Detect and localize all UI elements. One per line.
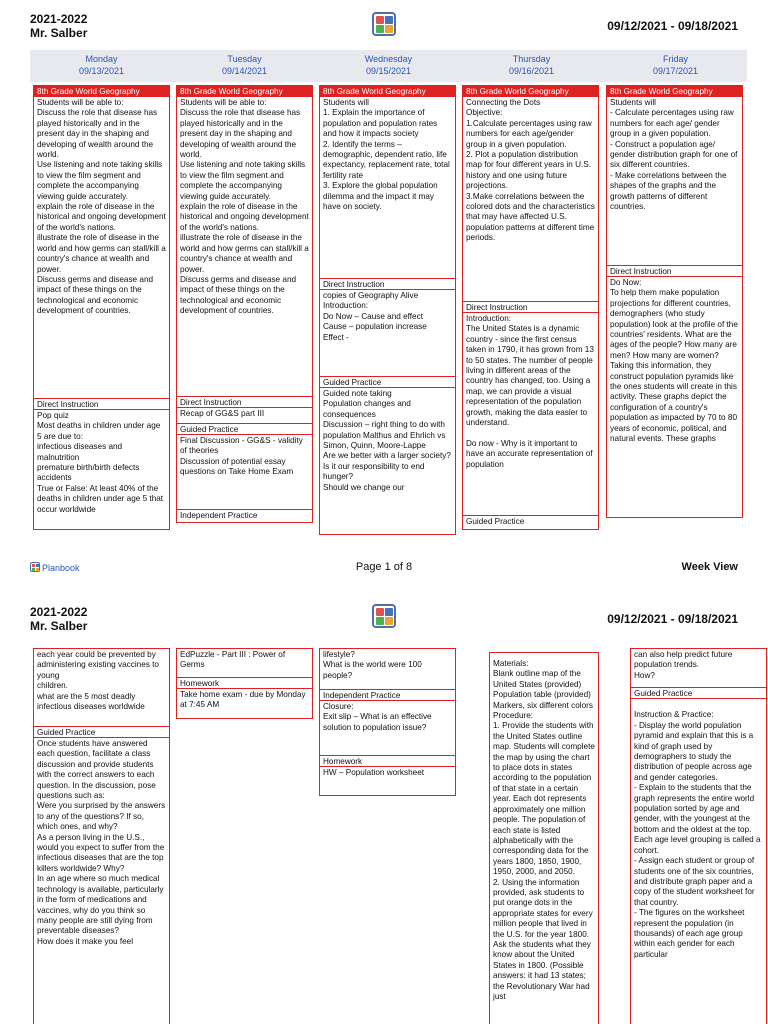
- day-header-thursday[interactable]: [460, 50, 603, 77]
- day-date: 09/15/2021: [365, 66, 412, 76]
- day-name: Thursday: [512, 54, 551, 64]
- guided-practice-text: Instruction & Practice: - Display the world population pyramid and explain that this is a kind of graph used by demographers to study the distribution of people across age and gender categories. - Explain to the students that the graph represents the entire world population sorted by age and gender, with the youngest at the bottom and the oldest at the top. Each age level grouping is called a cohort. - Assign each student or group of students one of the six countries, and distribute graph paper and a copy of the student worksheet for that country. - The figures on the worksheet represent the population (in thousands) of each age group within each gender for each particular: [634, 710, 761, 959]
- lesson-continued-text: lifestyle? What is the world were 100 people?: [323, 650, 422, 680]
- direct-instruction-text: Introduction: The United States is a dynamic country - since the first census taken in 1790, it has grown from 13 to 50 states. The number of people living in different areas of the country has changed, too. Using a map, we can provide a visual representation of the population growth, making the data easier to understand. Do now - Why is it important to have an accurate representation of population: [466, 314, 594, 469]
- course-label: 8th Grade World Geography: [320, 86, 455, 97]
- lesson-continued-text: Materials: Blank outline map of the United States (provided) Population table (provided) Markers, six different colors Procedure: 1. Provide the students with the United States outline map. Students will complete the map by using the chart to place dots in states according to the population of that state in a certain year. Each dot represents approximately one million people. The population of each state is listed alphabetically with the corresponding data for the years 1800, 1850, 1900, 1950, 2000, and 2050. 2. Using the information provided, ask students to put orange dots in the appropriate states for every million people that lived in the U.S. for the year 1800. Ask the students what they know about the United States in 1800. (Possible answers: it had 13 states; the Revolutionary War had just: [493, 659, 595, 1001]
- direct-instruction-text: Pop quiz Most deaths in children under age 5 are due to: infectious diseases and malnutrition premature birth/birth defects accidents True or False: At least 40% of the deaths in children under age 5 that occur worldwide: [37, 411, 164, 514]
- day-header-tuesday[interactable]: [173, 50, 316, 77]
- section-heading-guided-practice: Guided Practice: [320, 377, 455, 388]
- course-label: 8th Grade World Geography: [607, 86, 742, 97]
- section-heading-direct-instruction: Direct Instruction: [463, 302, 598, 313]
- lesson-objectives: Connecting the Dots Objective: 1.Calculate percentages using raw numbers for each age/gender group in a given population. 2. Plot a population distribution map for four different years in U.S. history and one using future projections. 3.Make correlations between the colored dots and the characteristics that may have affected U.S. population patterns at different time periods.: [466, 98, 595, 243]
- day-name: Wednesday: [364, 54, 413, 64]
- teacher-name: Mr. Salber: [30, 26, 88, 40]
- page-header-info: [30, 12, 87, 40]
- lesson-card-thursday-continued[interactable]: [489, 652, 599, 1024]
- day-name: Monday: [85, 54, 118, 64]
- guided-practice-text: Once students have answered each question, facilitate a class discussion and provide students with the correct answers to each question. In the discussion, pose questions such as: Were you surprised by the answers to any of the questions? If so, which ones, and why? As a person living in the U.S., would you expect to suffer from the infectious diseases that are the top killers worldwide? Why? In an age where so much medical technology is available, particularly in the form of medications and vaccines, why do you think so many people are still dying from preventable diseases? How does it make you feel: [37, 739, 166, 946]
- planbook-icon: [30, 562, 40, 572]
- direct-instruction-text: Recap of GG&S part III: [180, 409, 265, 418]
- lesson-objectives: Students will be able to: Discuss the role that disease has played historically and in the present day in the shaping and developing of wealth around the world. Use listening and note taking skills to view the film segment and complete the accompanying viewing guide accurately. explain the role of disease in the historical and ongoing development of the world's nations. illustrate the role of disease in the world and how germs can stall/kill a country's chance at wealth and power. Discuss germs and disease and impact of these things on the technological and economic development of countries.: [37, 98, 166, 316]
- section-heading-direct-instruction: Direct Instruction: [607, 266, 742, 277]
- homework-text: Take home exam - due by Monday at 7:45 AM: [180, 690, 308, 710]
- section-heading-direct-instruction: Direct Instruction: [177, 397, 312, 408]
- direct-instruction-text: Do Now: To help them make population projections for different countries, demographers (who study population) look at the profile of the countries' residents. What are the ages of the people? How many are men? How many are women? Taking this information, they construct population pyramids like the ones students will create in this activity. These graphs depict the configuration of a country's population as impacted by 70 to 80 years of economic, political, and natural events. These graphs: [610, 278, 738, 444]
- lesson-card-friday[interactable]: [606, 85, 743, 518]
- course-label: 8th Grade World Geography: [34, 86, 169, 97]
- homework-text: HW – Population worksheet: [323, 768, 425, 777]
- lesson-objectives: Students will be able to: Discuss the role that disease has played historically and in the present day in the shaping and developing of wealth around the world. Use listening and note taking skills to view the film segment and complete the accompanying viewing guide accurately. explain the role of disease in the historical and ongoing development of the world's nations. illustrate the role of disease in the world and how germs can stall/kill a country's chance at wealth and power. Discuss germs and disease and impact of these things on the technological and economic development of countries.: [180, 98, 309, 316]
- day-header-friday[interactable]: [604, 50, 747, 77]
- independent-practice-text: Closure: Exit slip – What is an effective solution to population issue?: [323, 702, 432, 732]
- lesson-card-wednesday[interactable]: [319, 85, 456, 535]
- lesson-continued-text: can also help predict future population trends. How?: [634, 650, 733, 680]
- school-year: 2021-2022: [30, 12, 88, 26]
- guided-practice-text: Final Discussion - GG&S - validity of theories Discussion of potential essay questions on Take Home Exam: [180, 436, 303, 477]
- section-heading-homework: Homework: [177, 678, 312, 689]
- section-heading-guided-practice: Guided Practice: [34, 727, 169, 738]
- lesson-continued-text: EdPuzzle - Part III : Power of Germs: [180, 650, 288, 670]
- day-name: Friday: [662, 54, 688, 64]
- date-range: 09/12/2021 - 09/18/2021: [607, 19, 738, 33]
- guided-practice-text: Guided note taking Population changes and consequences Discussion – right thing to do with population Malthus and Ehrlich vs Simon, Quinn, Moore-Lappe Are we better with a larger society? Is it our responsibility to end hunger? Should we change our: [323, 389, 451, 492]
- day-header-row: [30, 50, 747, 82]
- day-header-monday[interactable]: [30, 50, 173, 77]
- planbook-brand: [30, 562, 80, 573]
- lesson-card-monday-continued[interactable]: [33, 648, 170, 1024]
- lesson-objectives: Students will - Calculate percentages using raw numbers for each age/ gender group in a given population. - Construct a population age/ gender distribution graph for one of six different countries. - Make correlations between the shapes of the graphs and the growth patterns of different countries.: [610, 98, 738, 212]
- section-heading-independent-practice: Independent Practice: [180, 511, 258, 520]
- school-year: 2021-2022: [30, 605, 88, 619]
- teacher-name: Mr. Salber: [30, 619, 88, 633]
- lesson-card-tuesday[interactable]: [176, 85, 313, 523]
- date-range: 09/12/2021 - 09/18/2021: [607, 612, 738, 626]
- day-date: 09/17/2021: [652, 66, 699, 76]
- section-heading-guided-practice: Guided Practice: [466, 517, 525, 526]
- day-date: 09/13/2021: [78, 66, 125, 76]
- lesson-card-friday-continued[interactable]: [630, 648, 767, 1024]
- lesson-card-wednesday-continued[interactable]: [319, 648, 456, 796]
- lesson-card-thursday[interactable]: [462, 85, 599, 530]
- view-mode-label: Week View: [681, 561, 738, 573]
- section-heading-independent-practice: Independent Practice: [320, 690, 455, 701]
- section-heading-homework: Homework: [320, 756, 455, 767]
- planbook-logo-icon: [372, 604, 396, 628]
- section-heading-guided-practice: Guided Practice: [631, 688, 766, 699]
- planbook-brand-label: Planbook: [42, 563, 80, 573]
- course-label: 8th Grade World Geography: [177, 86, 312, 97]
- lesson-card-monday[interactable]: [33, 85, 170, 530]
- section-heading-direct-instruction: Direct Instruction: [320, 279, 455, 290]
- day-header-wednesday[interactable]: [317, 50, 460, 77]
- lesson-card-tuesday-continued[interactable]: [176, 648, 313, 719]
- course-label: 8th Grade World Geography: [463, 86, 598, 97]
- page-header-info: [30, 605, 87, 633]
- direct-instruction-text: copies of Geography Alive Introduction: Do Now – Cause and effect Cause – population increase Effect -: [323, 291, 427, 342]
- section-heading-direct-instruction: Direct Instruction: [34, 399, 169, 410]
- day-name: Tuesday: [227, 54, 262, 64]
- day-date: 09/16/2021: [508, 66, 555, 76]
- section-heading-guided-practice: Guided Practice: [177, 424, 312, 435]
- lesson-objectives: Students will 1. Explain the importance of population and population rates and how it impacts society 2. Identify the terms – demographic, dependent ratio, life expectancy, replacement rate, total fertility rate 3. Explore the global population dilemma and the impact it may have on society.: [323, 98, 450, 212]
- day-date: 09/14/2021: [221, 66, 268, 76]
- page-number: Page 1 of 8: [355, 561, 413, 573]
- planbook-logo-icon: [372, 12, 396, 36]
- lesson-continued-text: each year could be prevented by administering existing vaccines to young children. what are the 5 most deadly infectious diseases worldwide: [37, 650, 159, 712]
